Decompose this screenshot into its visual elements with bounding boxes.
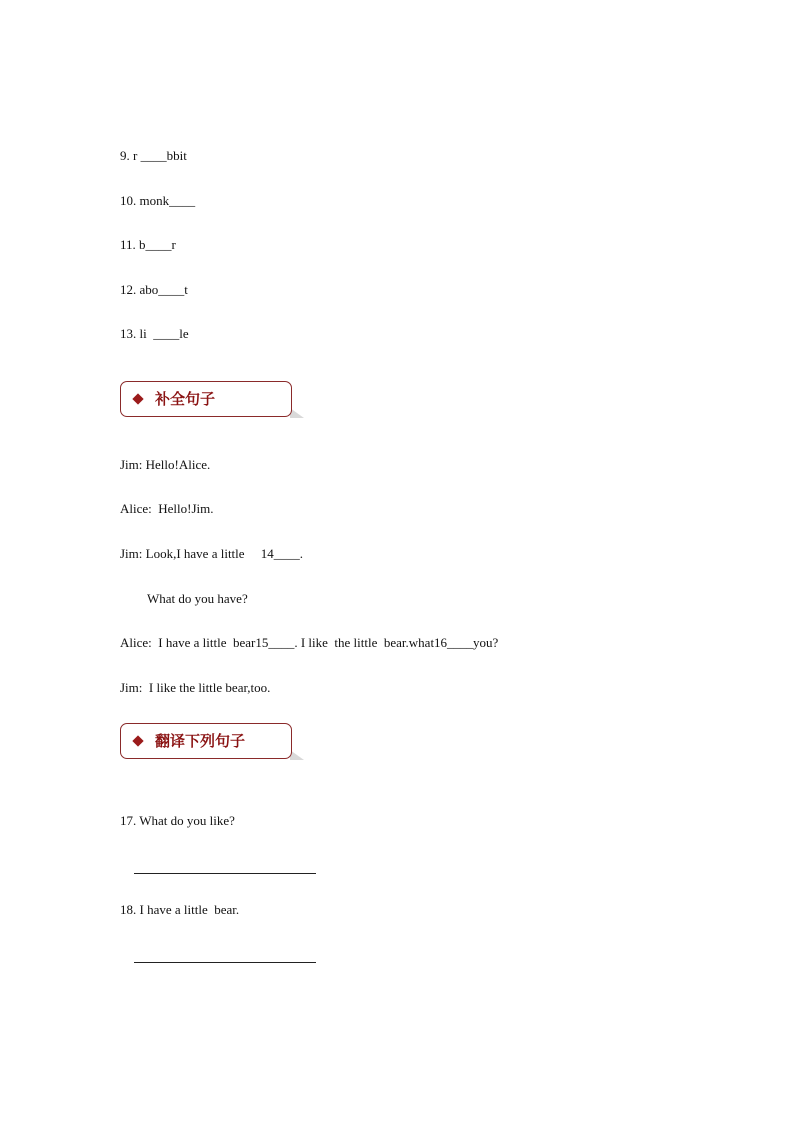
dialogue-line-1: Jim: Hello!Alice.: [120, 457, 211, 472]
answer-line-17[interactable]: [134, 873, 316, 874]
section-header-shadow: [290, 750, 304, 760]
section-title-complete: 补全句子: [155, 390, 216, 408]
spelling-item-9: 9. r ____bbit: [120, 148, 187, 163]
section-header-translate: [120, 723, 292, 759]
answer-line-18[interactable]: [134, 962, 316, 963]
diamond-icon: [132, 393, 143, 404]
diamond-icon: [132, 735, 143, 746]
dialogue-line-4: What do you have?: [147, 591, 248, 606]
spelling-item-11: 11. b____r: [120, 237, 176, 252]
dialogue-line-5: Alice: I have a little bear15____. I like the little bear.what16____you?: [120, 635, 499, 650]
dialogue-line-2: Alice: Hello!Jim.: [120, 501, 214, 516]
section-header-complete: [120, 381, 292, 417]
spelling-item-13: 13. li ____le: [120, 326, 189, 341]
spelling-item-10: 10. monk____: [120, 193, 196, 208]
section-title-translate: 翻译下列句子: [155, 732, 246, 750]
section-header-shadow: [290, 408, 304, 418]
dialogue-line-6: Jim: I like the little bear,too.: [120, 680, 271, 695]
dialogue-line-3: Jim: Look,I have a little 14____.: [120, 546, 304, 561]
translate-item-18: 18. I have a little bear.: [120, 902, 240, 917]
translate-item-17: 17. What do you like?: [120, 813, 235, 828]
spelling-item-12: 12. abo____t: [120, 282, 188, 297]
